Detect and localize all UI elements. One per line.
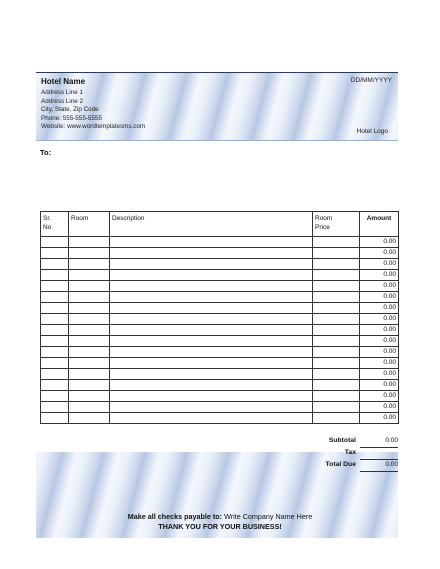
header-amount: Amount (360, 212, 399, 237)
cell-room (69, 303, 110, 314)
table-row (41, 380, 399, 391)
cell-sr-no (41, 402, 69, 413)
cell-room-price (313, 237, 360, 248)
cell-room-price (313, 380, 360, 391)
cell-amount: 0.00 (360, 347, 399, 358)
cell-room (69, 292, 110, 303)
cell-room-price (313, 413, 360, 424)
header-bottom-rule (36, 140, 398, 141)
table-row (41, 413, 399, 424)
cell-sr-no (41, 292, 69, 303)
cell-description (110, 303, 313, 314)
table-row (41, 325, 399, 336)
table-row (41, 259, 399, 270)
invoice-header (36, 72, 398, 140)
cell-room-price (313, 281, 360, 292)
city-state-zip: City, State, Zip Code (41, 106, 99, 113)
cell-description (110, 347, 313, 358)
cell-room (69, 237, 110, 248)
cell-description (110, 413, 313, 424)
cell-room-price (313, 314, 360, 325)
cell-room (69, 369, 110, 380)
cell-amount: 0.00 (360, 303, 399, 314)
cell-sr-no (41, 391, 69, 402)
table-row (41, 358, 399, 369)
cell-sr-no (41, 369, 69, 380)
cell-room-price (313, 303, 360, 314)
table-row (41, 402, 399, 413)
cell-sr-no (41, 413, 69, 424)
table-row (41, 391, 399, 402)
cell-sr-no (41, 358, 69, 369)
cell-room (69, 347, 110, 358)
cell-description (110, 248, 313, 259)
cell-sr-no (41, 347, 69, 358)
cell-amount: 0.00 (360, 270, 399, 281)
subtotal-label: Subtotal (328, 437, 356, 444)
table-row (41, 303, 399, 314)
cell-room (69, 336, 110, 347)
cell-room (69, 270, 110, 281)
cell-room (69, 248, 110, 259)
invoice-date: DD/MM/YYYY (350, 77, 392, 84)
cell-room-price (313, 391, 360, 402)
table-row (41, 347, 399, 358)
cell-description (110, 259, 313, 270)
tax-rule (360, 459, 398, 460)
header-price-line1: Room (315, 215, 333, 222)
cell-description (110, 314, 313, 325)
cell-sr-no (41, 237, 69, 248)
cell-room-price (313, 369, 360, 380)
cell-room-price (313, 325, 360, 336)
cell-sr-no (41, 314, 69, 325)
table-row (41, 336, 399, 347)
cell-sr-no (41, 248, 69, 259)
cell-amount: 0.00 (360, 248, 399, 259)
address-line-1: Address Line 1 (41, 89, 84, 96)
hotel-website: Website: www.wordtemplatesms.com (41, 123, 146, 130)
cell-room (69, 314, 110, 325)
table-row (41, 292, 399, 303)
header-description: Description (110, 212, 313, 237)
cell-amount: 0.00 (360, 380, 399, 391)
hotel-logo: Hotel Logo (356, 128, 388, 135)
tax-label: Tax (344, 449, 356, 456)
invoice-table (40, 211, 399, 424)
cell-description (110, 336, 313, 347)
cell-room (69, 325, 110, 336)
cell-description (110, 358, 313, 369)
cell-room-price (313, 292, 360, 303)
cell-room (69, 413, 110, 424)
cell-room (69, 380, 110, 391)
cell-description (110, 237, 313, 248)
header-top-rule (36, 72, 398, 73)
cell-sr-no (41, 380, 69, 391)
cell-room-price (313, 402, 360, 413)
table-row (41, 369, 399, 380)
cell-description (110, 292, 313, 303)
cell-description (110, 281, 313, 292)
cell-description (110, 402, 313, 413)
total-due-label: Total Due (325, 461, 356, 468)
cell-room (69, 391, 110, 402)
cell-amount: 0.00 (360, 281, 399, 292)
cell-room-price (313, 336, 360, 347)
cell-sr-no (41, 325, 69, 336)
cell-room-price (313, 347, 360, 358)
cell-room-price (313, 358, 360, 369)
table-row (41, 248, 399, 259)
cell-amount: 0.00 (360, 391, 399, 402)
cell-amount: 0.00 (360, 325, 399, 336)
cell-description (110, 270, 313, 281)
total-due-rule (360, 471, 398, 472)
header-sr-no (41, 212, 69, 237)
cell-description (110, 369, 313, 380)
cell-sr-no (41, 281, 69, 292)
cell-room-price (313, 259, 360, 270)
cell-room (69, 281, 110, 292)
table-row (41, 314, 399, 325)
cell-amount: 0.00 (360, 237, 399, 248)
table-row (41, 237, 399, 248)
thank-you-text: THANK YOU FOR YOUR BUSINESS! (158, 522, 282, 531)
total-due-value: 0.00 (385, 461, 398, 468)
header-sr-line2: No (43, 224, 52, 232)
to-label: To: (40, 148, 52, 157)
header-price-line2: Price (315, 224, 330, 232)
cell-room (69, 402, 110, 413)
cell-description (110, 391, 313, 402)
table-row (41, 270, 399, 281)
table-row (41, 281, 399, 292)
cell-amount: 0.00 (360, 336, 399, 347)
cell-room-price (313, 248, 360, 259)
table-header-row (41, 212, 399, 237)
address-line-2: Address Line 2 (41, 97, 84, 105)
cell-room-price (313, 270, 360, 281)
cell-sr-no (41, 336, 69, 347)
payable-value: Write Company Name Here (224, 512, 313, 521)
cell-description (110, 380, 313, 391)
cell-room (69, 358, 110, 369)
cell-amount: 0.00 (360, 314, 399, 325)
cell-sr-no (41, 259, 69, 270)
cell-amount: 0.00 (360, 358, 399, 369)
hotel-name: Hotel Name (41, 77, 86, 86)
cell-amount: 0.00 (360, 369, 399, 380)
payable-label: Make all checks payable to: (127, 512, 223, 521)
cell-amount: 0.00 (360, 413, 399, 424)
subtotal-rule (360, 447, 398, 448)
cell-room (69, 259, 110, 270)
cell-sr-no (41, 303, 69, 314)
header-room: Room (69, 212, 110, 237)
cell-amount: 0.00 (360, 292, 399, 303)
subtotal-value: 0.00 (385, 437, 398, 444)
cell-amount: 0.00 (360, 259, 399, 270)
header-room-price (313, 212, 360, 237)
cell-sr-no (41, 270, 69, 281)
hotel-phone: Phone: 555-555-5555 (41, 114, 102, 122)
payable-line (0, 512, 440, 521)
header-sr-line1: Sr. (43, 215, 51, 222)
cell-description (110, 325, 313, 336)
cell-amount: 0.00 (360, 402, 399, 413)
